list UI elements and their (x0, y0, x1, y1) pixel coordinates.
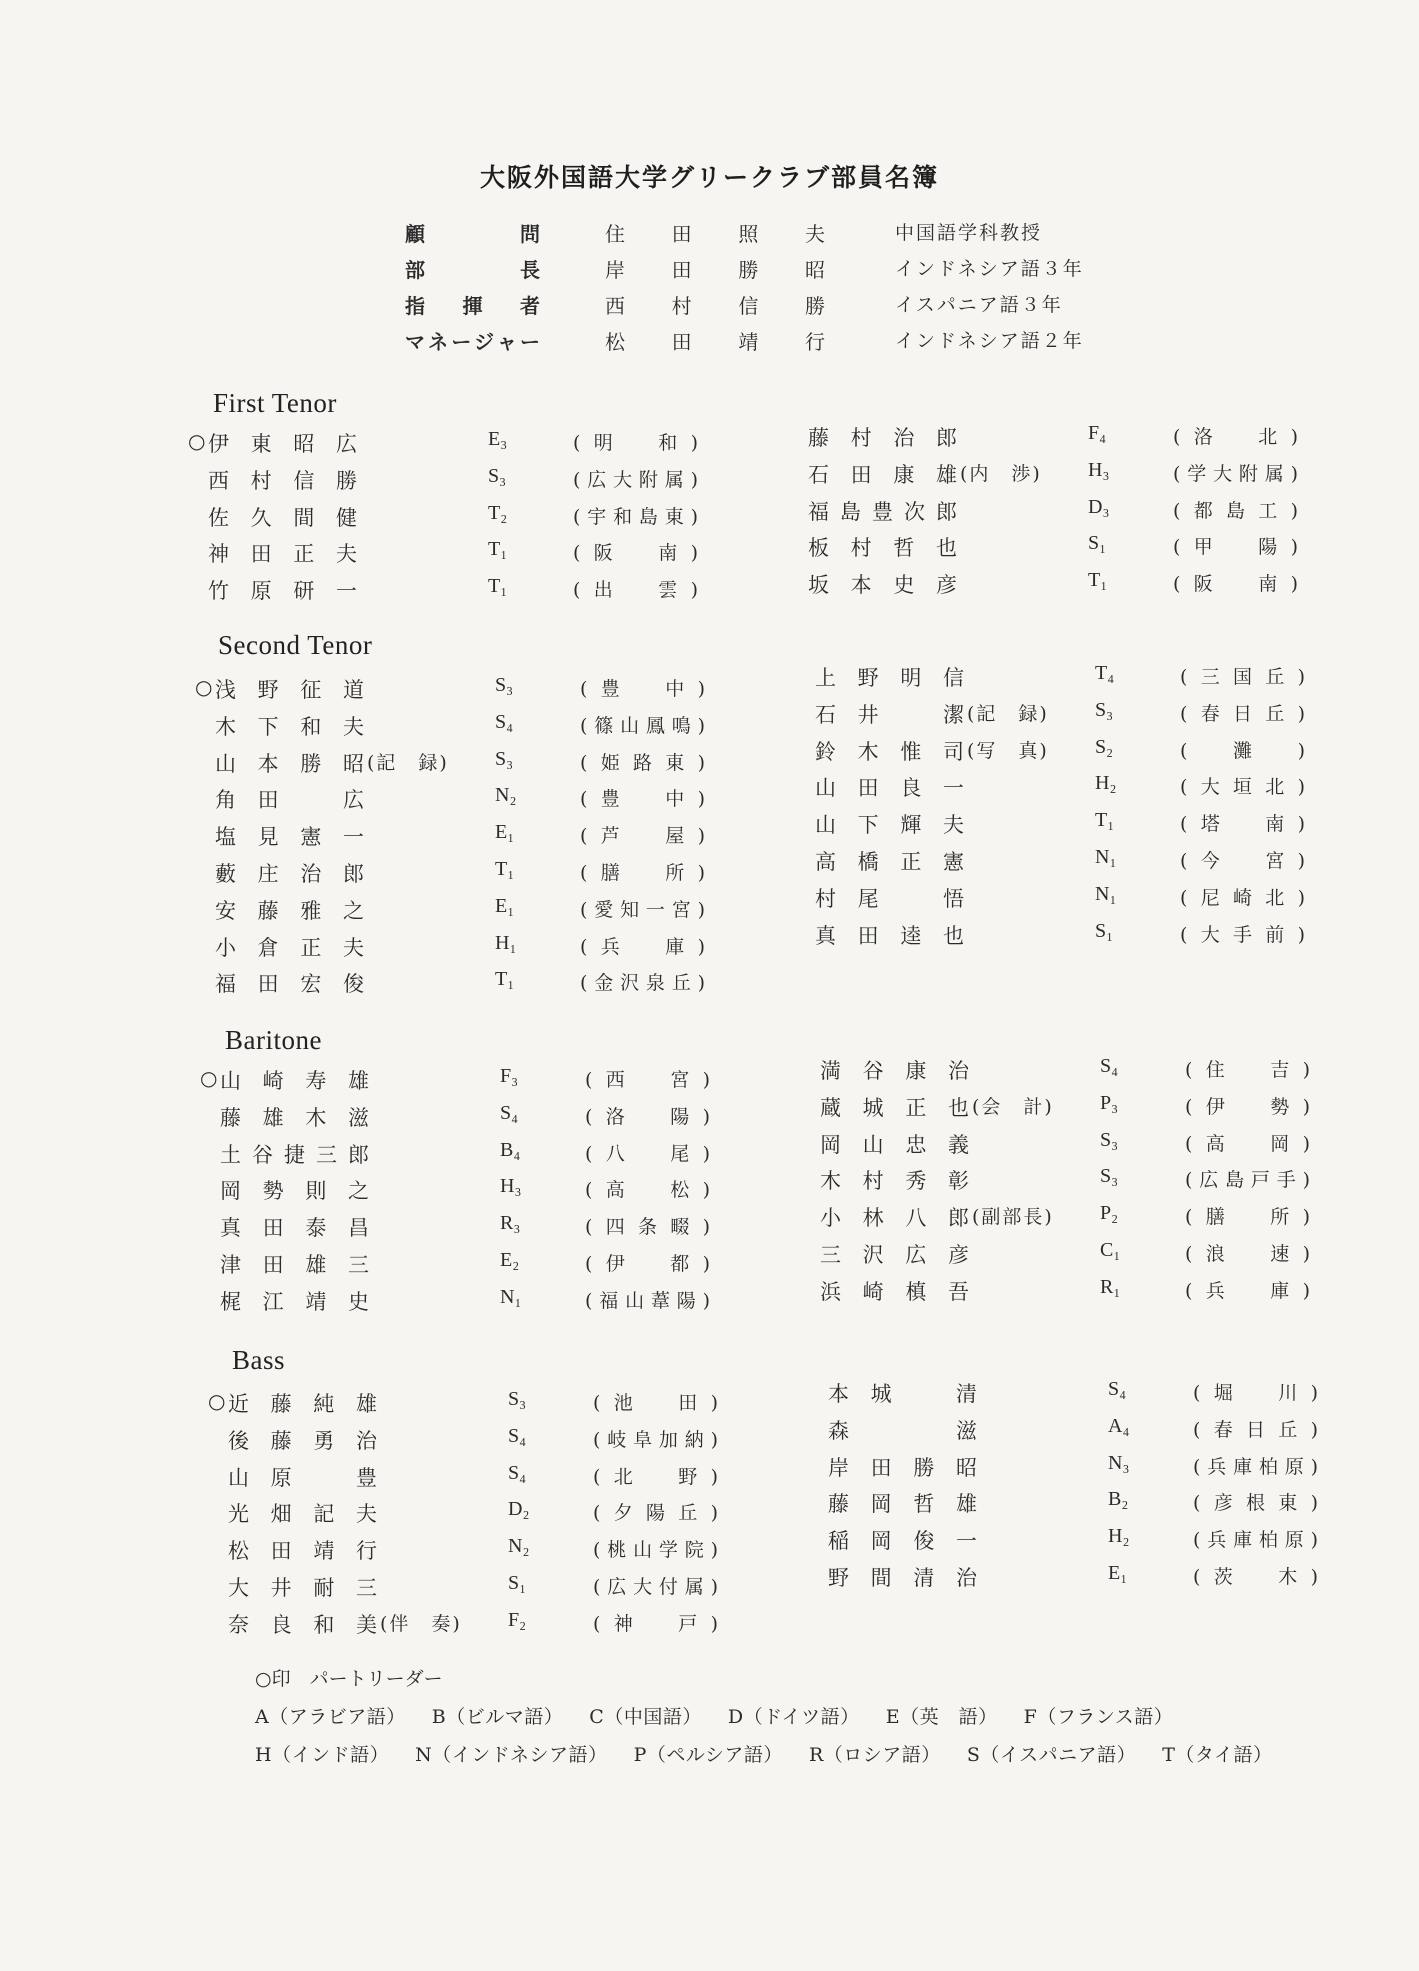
member-name: 岸田勝昭 (828, 1455, 978, 1480)
officer-role: 指揮者 (405, 294, 540, 318)
member-school: (大垣北) (1180, 776, 1305, 799)
first-tenor-left-column (188, 428, 768, 612)
officer-name: 松田靖行 (605, 330, 825, 354)
member-class-code: S₃ (1100, 1165, 1119, 1188)
member-class-code: H₃ (500, 1175, 522, 1198)
member-school: (洛 陽) (585, 1105, 710, 1128)
member-class-code: B₂ (1108, 1488, 1129, 1511)
member-name: 木下和夫 (215, 714, 365, 739)
member-row (215, 711, 775, 748)
member-row (828, 1415, 1388, 1452)
member-row (228, 1572, 788, 1609)
member-class-code: R₁ (1100, 1275, 1121, 1298)
member-class-code: E₂ (500, 1248, 520, 1271)
member-class-code: F₃ (500, 1065, 519, 1087)
member-name: 野間清治 (828, 1565, 978, 1590)
member-row (828, 1452, 1388, 1489)
member-school: (金沢泉丘) (580, 972, 705, 995)
officer-affiliation: イスパニア語３年 (895, 294, 1063, 316)
member-class-code: S₄ (1108, 1378, 1127, 1400)
legend-item: R（ロシア語） (808, 1744, 941, 1766)
member-name: 浜崎槙吾 (820, 1279, 970, 1304)
member-row (220, 1102, 780, 1139)
member-row (215, 784, 775, 821)
member-school: (兵 庫) (580, 935, 705, 958)
member-name: 村尾 悟 (815, 886, 965, 911)
member-row (828, 1378, 1388, 1415)
legend-note: ○印 パートリーダー (255, 1668, 443, 1690)
member-class-code: S₄ (1100, 1055, 1119, 1077)
member-class-code: N₂ (508, 1535, 530, 1558)
member-school: (茨 木) (1193, 1565, 1318, 1588)
member-row (228, 1425, 788, 1462)
member-role: (写 真) (967, 739, 1049, 762)
member-class-code: E₃ (488, 428, 508, 450)
member-name: 安藤雅之 (215, 898, 365, 923)
member-school: (八 尾) (585, 1142, 710, 1165)
member-class-code: S₄ (495, 710, 514, 733)
member-school: (広大付属) (593, 1575, 718, 1598)
officer-row (400, 326, 1120, 362)
legend-item: B（ビルマ語） (431, 1706, 564, 1728)
member-role: (記 録) (967, 702, 1049, 725)
member-name: 藤岡哲雄 (828, 1492, 978, 1517)
legend-row-1 (255, 1702, 1293, 1740)
member-class-code: S₂ (1095, 735, 1114, 758)
member-row (828, 1525, 1388, 1562)
first-tenor-right-column (808, 422, 1368, 606)
baritone-right-column (820, 1055, 1380, 1313)
member-school: (出 雲) (573, 579, 698, 602)
member-role: (伴 奏) (380, 1612, 462, 1635)
member-class-code: D₂ (508, 1498, 530, 1521)
member-name: 津田雄三 (220, 1252, 370, 1277)
member-row (815, 662, 1375, 699)
member-class-code: N₃ (1108, 1451, 1130, 1474)
member-name: 土谷捷三郎 (220, 1142, 370, 1167)
second-tenor-left-column (195, 674, 775, 1005)
member-name: 光畑記夫 (228, 1502, 378, 1527)
member-row (820, 1239, 1380, 1276)
member-row (808, 496, 1368, 533)
member-school: (福山葦陽) (585, 1289, 710, 1312)
member-row (228, 1498, 788, 1535)
legend-item: S（イスパニア語） (966, 1744, 1137, 1766)
officers-list (400, 218, 1120, 362)
officer-affiliation: インドネシア語２年 (895, 330, 1084, 352)
member-school: (明 和) (573, 432, 698, 454)
member-school: (神 戸) (593, 1612, 718, 1635)
member-name: 大井耐三 (228, 1575, 378, 1600)
member-school: (広大附属) (573, 468, 698, 491)
member-class-code: S₁ (1088, 532, 1107, 555)
member-name: 浅野征道 (215, 678, 365, 702)
member-class-code: A₄ (1108, 1414, 1130, 1437)
member-class-code: H₃ (1088, 458, 1110, 481)
member-school: (学大附属) (1173, 462, 1298, 485)
member-name: 木村秀彰 (820, 1169, 970, 1194)
member-row (208, 1388, 788, 1425)
member-row (820, 1129, 1380, 1166)
member-name: 稲岡俊一 (828, 1529, 978, 1554)
member-school: (大手前) (1180, 923, 1305, 946)
legend-item: P（ペルシア語） (633, 1744, 783, 1766)
member-school: (姫路東) (580, 751, 705, 774)
member-class-code: F₄ (1088, 422, 1107, 444)
member-school: (豊 中) (580, 678, 705, 700)
member-school: (北 野) (593, 1465, 718, 1488)
member-name: 岡山忠義 (820, 1132, 970, 1157)
member-class-code: T₂ (488, 501, 508, 524)
member-class-code: H₂ (1095, 772, 1117, 795)
member-name: 小倉正夫 (215, 935, 365, 960)
legend (255, 1664, 1293, 1778)
member-school: (浪 速) (1185, 1242, 1310, 1265)
member-class-code: T₁ (1095, 809, 1115, 832)
member-class-code: N₁ (1095, 882, 1117, 905)
officer-name: 岸田勝昭 (605, 258, 825, 282)
member-row (228, 1609, 788, 1646)
part-leader-mark: ○ (208, 1389, 226, 1413)
member-school: (春日丘) (1180, 702, 1305, 725)
member-name: 真田泰昌 (220, 1216, 370, 1241)
member-school: (桃山学院) (593, 1539, 718, 1562)
part-leader-mark: ○ (200, 1066, 218, 1090)
member-row (820, 1202, 1380, 1239)
member-school: (住 吉) (1185, 1059, 1310, 1081)
member-name: 角田 広 (215, 788, 365, 813)
member-name: 後藤勇治 (228, 1428, 378, 1453)
member-row (815, 809, 1375, 846)
bass-left-column (208, 1388, 788, 1646)
member-row (215, 895, 775, 932)
member-name: 鈴木惟司 (815, 739, 965, 764)
member-role: (会 計) (972, 1095, 1054, 1118)
member-class-code: E₁ (495, 894, 515, 917)
member-class-code: S₃ (488, 464, 507, 487)
member-school: (膳 所) (1185, 1206, 1310, 1229)
member-school: (都島工) (1173, 499, 1298, 522)
member-name: 近藤純雄 (228, 1392, 378, 1416)
member-school: (兵庫柏原) (1193, 1529, 1318, 1552)
section-title-bass: Bass (232, 1345, 286, 1375)
officer-affiliation: 中国語学科教授 (895, 222, 1043, 244)
member-name: 石田康雄 (808, 462, 958, 487)
member-role: (記 録) (367, 751, 449, 774)
member-row (828, 1488, 1388, 1525)
member-school: (兵庫柏原) (1193, 1455, 1318, 1478)
officer-row (400, 218, 1120, 254)
member-name: 上野明信 (815, 666, 965, 690)
member-school: (愛知一宮) (580, 898, 705, 921)
member-class-code: P₃ (1100, 1091, 1119, 1114)
member-class-code: B₄ (500, 1138, 521, 1161)
officer-name: 住田照夫 (605, 222, 825, 246)
member-class-code: T₁ (488, 575, 508, 598)
member-row (215, 748, 775, 785)
part-leader-mark: ○ (188, 429, 206, 453)
officer-role: 顧問 (405, 222, 540, 246)
member-class-code: C₁ (1100, 1238, 1121, 1261)
member-school: (高 岡) (1185, 1132, 1310, 1155)
member-name: 坂本史彦 (808, 573, 958, 598)
member-name: 三沢広彦 (820, 1242, 970, 1267)
member-school: (伊 勢) (1185, 1095, 1310, 1118)
member-class-code: S₃ (1095, 698, 1114, 721)
member-name: 伊東昭広 (208, 432, 358, 456)
member-school: (篠山鳳鳴) (580, 714, 705, 737)
member-school: ( 灘 ) (1180, 739, 1305, 762)
baritone-left-column (200, 1065, 780, 1323)
section-title-first-tenor: First Tenor (213, 388, 337, 418)
legend-item: C（中国語） (589, 1706, 702, 1728)
member-name: 真田逵也 (815, 923, 965, 948)
member-school: (阪 南) (573, 542, 698, 565)
member-class-code: P₂ (1100, 1202, 1119, 1225)
member-class-code: S₄ (508, 1424, 527, 1447)
member-class-code: T₁ (1088, 569, 1108, 592)
member-name: 藪庄治郎 (215, 861, 365, 886)
member-name: 山田良一 (815, 776, 965, 801)
member-name: 塩見憲一 (215, 825, 365, 850)
member-class-code: T₄ (1095, 662, 1115, 684)
member-name: 藤村治郎 (808, 426, 958, 450)
member-class-code: T₁ (495, 968, 515, 991)
member-name: 山崎寿雄 (220, 1069, 370, 1093)
member-row (195, 674, 775, 711)
officer-row (400, 290, 1120, 326)
officer-name: 西村信勝 (605, 294, 825, 318)
member-row (815, 883, 1375, 920)
member-row (815, 846, 1375, 883)
member-row (228, 1535, 788, 1572)
legend-item: D（ドイツ語） (727, 1706, 860, 1728)
officer-affiliation: インドネシア語３年 (895, 258, 1084, 280)
member-class-code: N₁ (500, 1285, 522, 1308)
legend-item: N（インドネシア語） (415, 1744, 608, 1766)
member-row (815, 736, 1375, 773)
member-school: (甲 陽) (1173, 536, 1298, 559)
member-class-code: S₁ (508, 1571, 527, 1594)
member-name: 本城 清 (828, 1382, 978, 1406)
member-name: 竹原研一 (208, 579, 358, 604)
member-school: (兵 庫) (1185, 1279, 1310, 1302)
member-school: (芦 屋) (580, 825, 705, 848)
section-title-second-tenor: Second Tenor (218, 630, 373, 660)
member-name: 佐久間健 (208, 505, 358, 530)
member-row (208, 465, 768, 502)
member-row (820, 1092, 1380, 1129)
member-row (820, 1055, 1380, 1092)
member-class-code: E₁ (1108, 1561, 1128, 1584)
member-class-code: F₂ (508, 1608, 527, 1631)
member-row (820, 1276, 1380, 1313)
member-school: (岐阜加納) (593, 1428, 718, 1451)
member-name: 森 滋 (828, 1418, 978, 1443)
member-row (215, 821, 775, 858)
member-school: (四条畷) (585, 1216, 710, 1239)
member-row (208, 538, 768, 575)
member-name: 板村哲也 (808, 536, 958, 561)
member-school: (広島戸手) (1185, 1169, 1310, 1192)
member-row (208, 502, 768, 539)
member-class-code: D₃ (1088, 495, 1110, 518)
member-name: 西村信勝 (208, 468, 358, 493)
member-school: (洛 北) (1173, 426, 1298, 448)
member-row (215, 932, 775, 969)
member-name: 山下輝夫 (815, 813, 965, 838)
member-row (215, 968, 775, 1005)
member-school: (塔 南) (1180, 813, 1305, 836)
member-class-code: T₁ (495, 857, 515, 880)
member-school: (三国丘) (1180, 666, 1305, 688)
legend-item: A（アラビア語） (255, 1706, 406, 1728)
member-name: 小林八郎 (820, 1206, 970, 1231)
member-row (208, 575, 768, 612)
member-class-code: S₄ (500, 1101, 519, 1124)
member-name: 神田正夫 (208, 542, 358, 567)
member-school: (伊 都) (585, 1252, 710, 1275)
member-name: 福島豊次郎 (808, 499, 958, 524)
member-school: (西 宮) (585, 1069, 710, 1091)
member-school: (阪 南) (1173, 573, 1298, 596)
member-name: 蔵城正也 (820, 1095, 970, 1120)
legend-row-2 (255, 1740, 1293, 1778)
second-tenor-right-column (815, 662, 1375, 956)
legend-item: E（英 語） (885, 1706, 998, 1728)
legend-item: F（フランス語） (1023, 1706, 1174, 1728)
member-name: 石井 潔 (815, 702, 965, 727)
member-row (815, 920, 1375, 957)
member-school: (春日丘) (1193, 1418, 1318, 1441)
member-row (220, 1139, 780, 1176)
member-name: 梶江靖史 (220, 1289, 370, 1314)
member-row (815, 699, 1375, 736)
member-class-code: E₁ (495, 821, 515, 844)
member-class-code: S₃ (508, 1388, 527, 1410)
member-row (220, 1286, 780, 1323)
member-name: 山原 豊 (228, 1465, 378, 1490)
member-row (200, 1065, 780, 1102)
member-class-code: S₃ (495, 674, 514, 696)
member-row (220, 1249, 780, 1286)
member-row (220, 1212, 780, 1249)
member-school: (彦根東) (1193, 1492, 1318, 1515)
member-row (820, 1165, 1380, 1202)
page-title: 大阪外国語大学グリークラブ部員名簿 (479, 163, 939, 192)
member-school: (堀 川) (1193, 1382, 1318, 1404)
member-row (808, 532, 1368, 569)
member-class-code: N₁ (1095, 845, 1117, 868)
member-school: (膳 所) (580, 861, 705, 884)
officer-role: マネージャー (405, 330, 540, 354)
member-name: 藤雄木滋 (220, 1105, 370, 1130)
member-school: (豊 中) (580, 788, 705, 811)
member-name: 山本勝昭 (215, 751, 365, 776)
member-name: 奈良和美 (228, 1612, 378, 1637)
member-school: (尼崎北) (1180, 886, 1305, 909)
officer-row (400, 254, 1120, 290)
member-class-code: R₃ (500, 1212, 521, 1235)
member-school: (今 宮) (1180, 849, 1305, 872)
member-role: (内 渉) (960, 462, 1042, 485)
member-school: (池 田) (593, 1392, 718, 1414)
member-row (828, 1562, 1388, 1599)
member-school: (高 松) (585, 1179, 710, 1202)
member-name: 満谷康治 (820, 1059, 970, 1083)
member-row (808, 459, 1368, 496)
member-school: (夕陽丘) (593, 1502, 718, 1525)
member-name: 松田靖行 (228, 1539, 378, 1564)
section-title-baritone: Baritone (225, 1025, 322, 1055)
member-row (188, 428, 768, 465)
member-row (228, 1462, 788, 1499)
bass-right-column (828, 1378, 1388, 1599)
legend-item: T（タイ語） (1162, 1744, 1273, 1766)
member-class-code: S₃ (495, 747, 514, 770)
member-row (215, 858, 775, 895)
member-row (808, 422, 1368, 459)
member-name: 福田宏俊 (215, 972, 365, 997)
member-row (815, 772, 1375, 809)
member-role: (副部長) (972, 1206, 1054, 1229)
member-class-code: S₃ (1100, 1128, 1119, 1151)
member-school: (宇和島東) (573, 505, 698, 528)
member-class-code: T₁ (488, 538, 508, 561)
member-row (808, 569, 1368, 606)
member-class-code: S₁ (1095, 919, 1114, 942)
legend-item: H（インド語） (255, 1744, 390, 1766)
member-name: 高橋正憲 (815, 849, 965, 874)
member-class-code: H₁ (495, 931, 517, 954)
member-row (220, 1175, 780, 1212)
member-class-code: H₂ (1108, 1525, 1130, 1548)
member-class-code: S₄ (508, 1461, 527, 1484)
member-class-code: N₂ (495, 784, 517, 807)
member-name: 岡勢則之 (220, 1179, 370, 1204)
part-leader-mark: ○ (195, 675, 213, 699)
officer-role: 部長 (405, 258, 540, 282)
